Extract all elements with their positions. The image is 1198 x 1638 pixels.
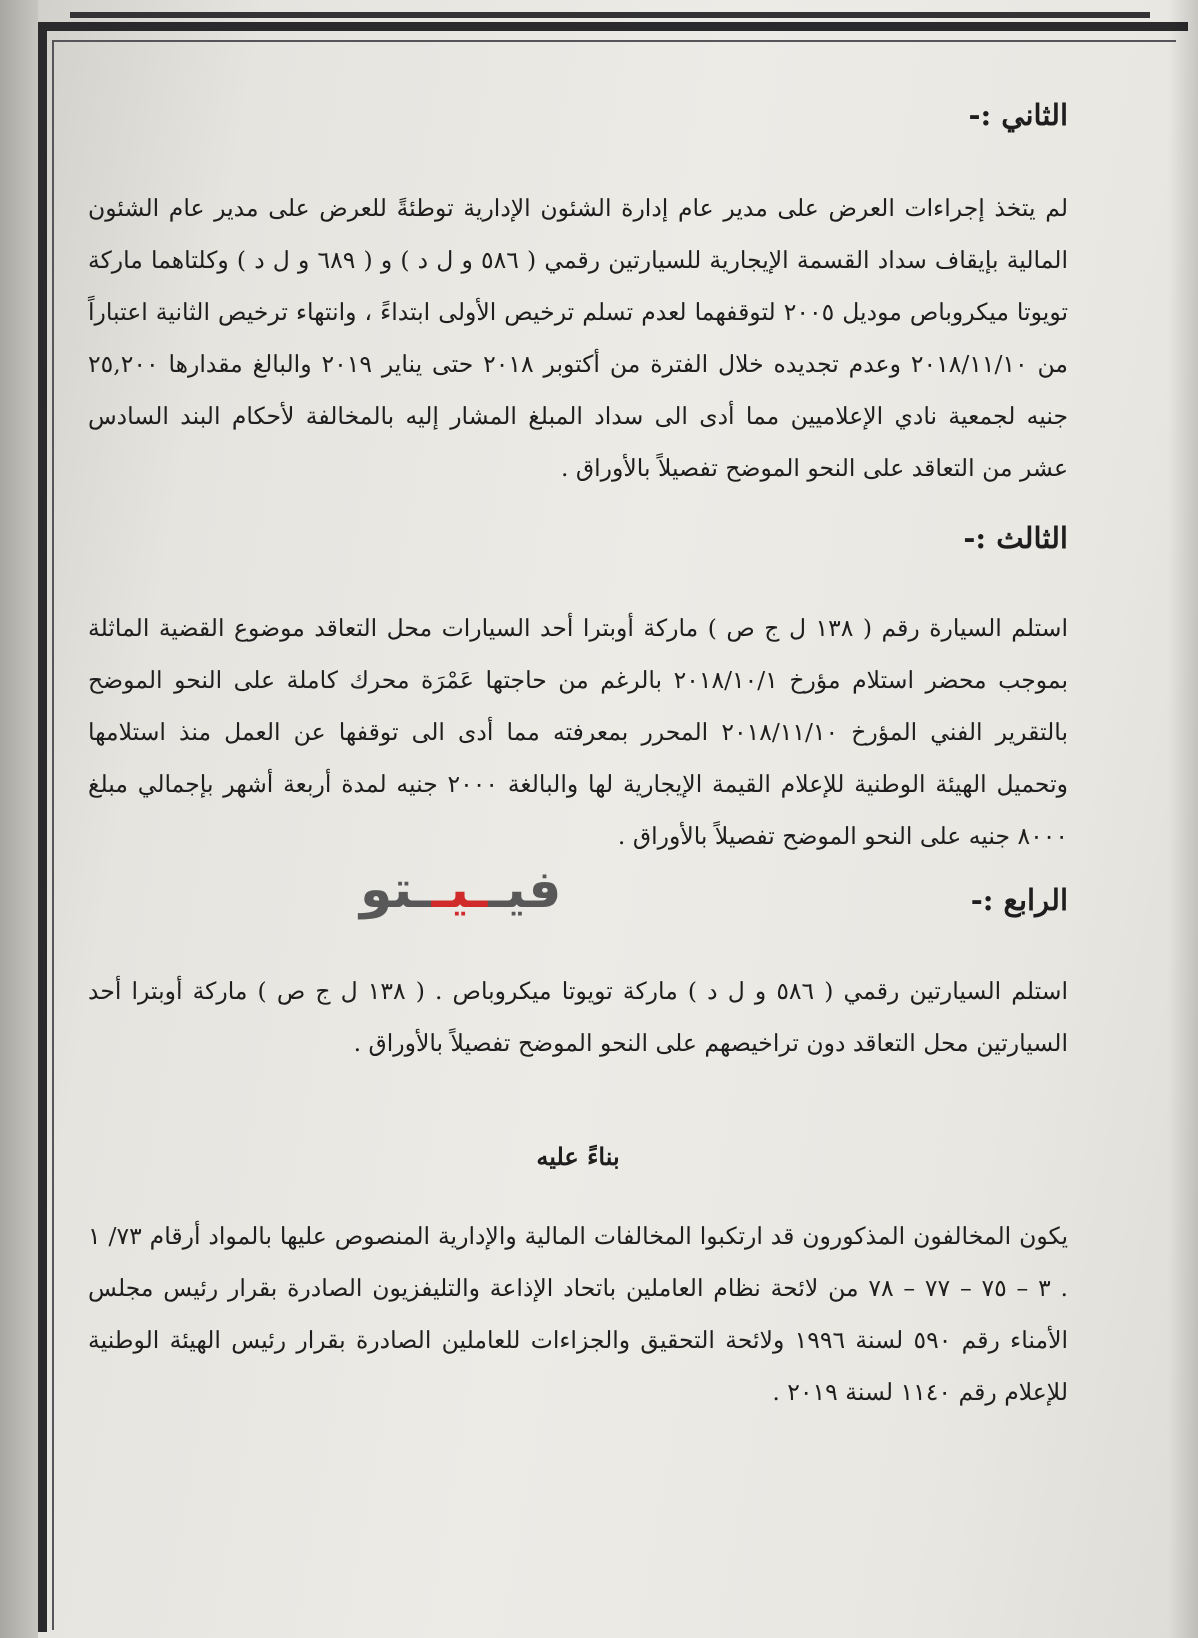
heading-fourth: الرابع :- (970, 883, 1068, 917)
heading-second: الثاني :- (968, 98, 1068, 132)
paragraph-conclusion: يكون المخالفون المذكورون قد ارتكبوا المخالفات المالية والإدارية المنصوص عليها بالمواد أرقام ٧٣/ ١ . ٣ – ٧٥ – ٧٧ – ٧٨ من لائحة نظام العاملين باتحاد الإذاعة والتليفزيون الصادرة بقرار رئيس مجلس الأمناء رقم ٥٩٠ لسنة ١٩٩٦ ولائحة التحقيق والجزاءات للعاملين الصادرة بقرار رئيس الهيئة الوطنية للإعلام رقم ١١٤٠ لسنة ٢٠١٩ . (88, 1222, 1069, 1406)
watermark-part-3: ـتو (360, 860, 432, 920)
paragraph-third: استلم السيارة رقم ( ١٣٨ ل ج ص ) ماركة أوبترا أحد السيارات محل التعاقد موضوع القضية الماثلة بموجب محضر استلام مؤرخ ٢٠١٨/١٠/١ بالرغم من حاجتها عَمْرَة محرك كاملة على النحو الموضح بالتقرير الفني المؤرخ ٢٠١٨/١١/١٠ المحرر بمعرفته مما أدى الى توقفها عن العمل منذ استلامها وتحميل الهيئة الوطنية للإعلام القيمة الإيجارية لها والبالغة ٢٠٠٠ جنيه لمدة أربعة أشهر بإجمالي مبلغ ٨٠٠٠ جنيه على النحو الموضح تفصيلاً بالأوراق . (88, 614, 1069, 850)
watermark-part-2: ـيـ (431, 860, 489, 920)
paragraph-fourth: استلم السيارتين رقمي ( ٥٨٦ و ل د ) ماركة تويوتا ميكروباص . ( ١٣٨ ل ج ص ) ماركة أوبترا أحد السيارتين محل التعاقد دون تراخيصهم على النحو الموضح تفصيلاً بالأوراق . (88, 977, 1068, 1057)
frame-top-bar (70, 12, 1150, 18)
heading-third: الثالث :- (963, 521, 1068, 555)
page-edge-shadow (1168, 0, 1198, 1638)
paragraph-second: لم يتخذ إجراءات العرض على مدير عام إدارة الشئون الإدارية توطئةً للعرض على مدير عام الشئون المالية بإيقاف سداد القسمة الإيجارية للسيارتين رقمي ( ٥٨٦ و ل د ) و ( ٦٨٩ و ل د ) وكلتاهما ماركة تويوتا ميكروباص موديل ٢٠٠٥ لتوقفهما لعدم تسلم ترخيص الأولى ابتداءً ، وانتهاء ترخيص الثانية اعتباراً من ٢٠١٨/١١/١٠ وعدم تجديده خلال الفترة من أكتوبر ٢٠١٨ حتى يناير ٢٠١٩ والبالغ مقدارها ٢٥,٢٠٠ جنيه لجمعية نادي الإعلاميين مما أدى الى سداد المبلغ المشار إليه بالمخالفة لأحكام البند السادس عشر من التعاقد على النحو الموضح تفصيلاً بالأوراق . (88, 194, 1069, 482)
watermark-part-1: فيـ (488, 860, 562, 920)
page-shadow (0, 0, 38, 1638)
site-watermark-logo (360, 860, 561, 920)
conclusion-title: بناءً عليه (536, 1142, 620, 1171)
